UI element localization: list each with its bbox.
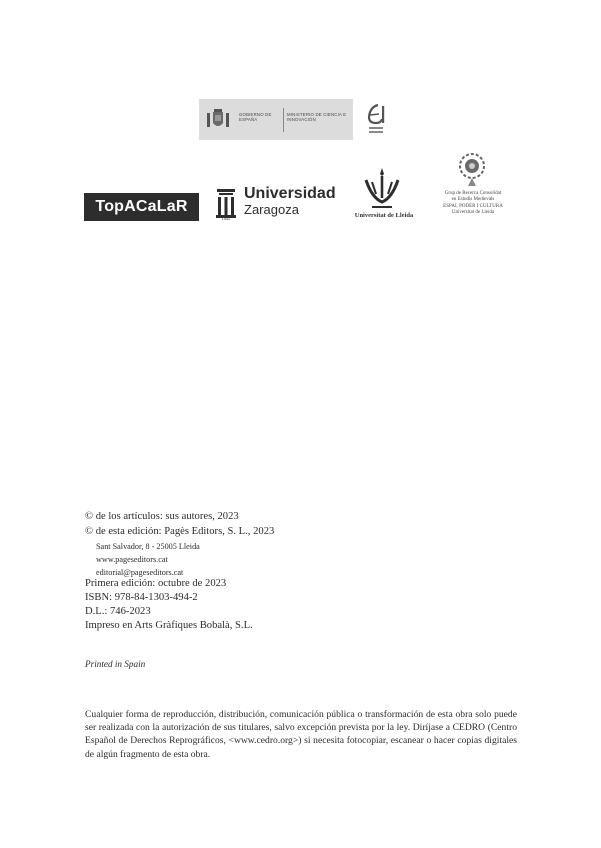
publisher-website: www.pageseditors.cat [96,555,168,564]
research-group-line-3: ESPAI, PODER I CULTURA [443,203,503,209]
banner-divider [283,108,284,132]
ministry-label: MINISTERIO DE CIENCIA E INNOVACIÓN [287,112,347,122]
lleida-university-name: Universitat de Lleida [354,212,414,219]
isbn: ISBN: 978-84-1303-494-2 [85,592,198,603]
university-name: Universidad [244,185,336,202]
university-city: Zaragoza [244,202,299,217]
ei-logo-icon [364,103,388,137]
research-group-line-1: Grup de Recerca Consolidat [444,191,502,196]
copyright-articles: © de los artículos: sus autores, 2023 [85,511,239,522]
research-group-line-2: en Estudis Medievals [451,197,495,203]
research-group-text [429,191,517,217]
legal-notice: Cualquier forma de reproducción, distribución, comunicación pública o transformación de esta obra solo puede ser realizada con la autorización de sus titulares, salvo excepción prevista por la ley. Diríjase a CEDRO (Centro Español de Derechos Reprográficos, <www.cedro.org>) si necesita fotocopiar, escanear o hacer copias digitales de algún fragmento de esta obra. [85,709,517,760]
university-founding-year: 1542 [221,216,231,221]
government-label: GOBIERNO DE ESPAÑA [239,112,272,122]
publisher-address: Sant Salvador, 8 - 25005 Lleida [96,542,200,551]
research-group-line-4: Universitat de Lleida [451,210,495,216]
copyright-edition: © de esta edición: Pagès Editors, S. L., 2023 [85,526,275,537]
lleida-emblem-icon [362,168,402,210]
first-edition: Primera edición: octubre de 2023 [85,578,227,589]
spain-coat-of-arms-icon [205,107,231,133]
topacalar-logo: TopACaLaR [84,193,199,221]
printed-in: Printed in Spain [85,659,146,669]
research-group-emblem-icon [458,152,486,188]
legal-deposit: D.L.: 746-2023 [85,606,151,617]
government-logo-banner [199,99,353,140]
publisher-email: editorial@pageseditors.cat [96,568,184,577]
printer: Impreso en Arts Gràfiques Bobalà, S.L. [85,620,253,631]
